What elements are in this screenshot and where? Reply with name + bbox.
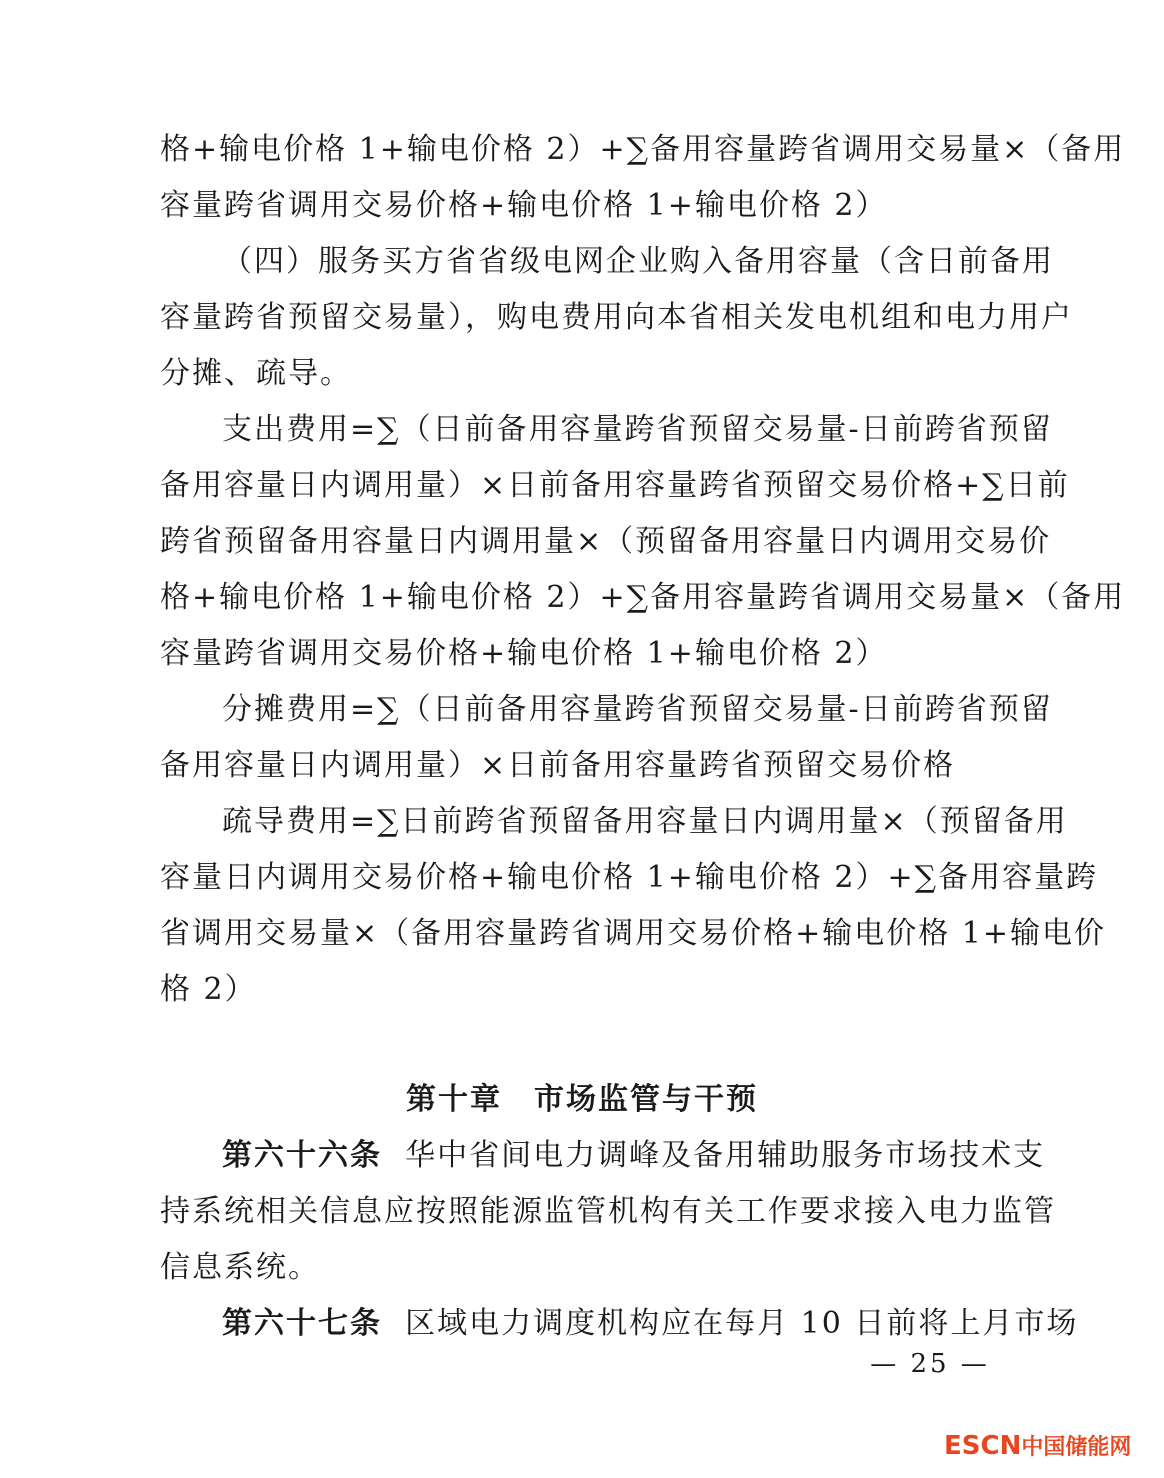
text-line: 容量日内调用交易价格+输电价格 1+输电价格 2）+∑备用容量跨: [160, 860, 1099, 895]
text-line: 格+输电价格 1+输电价格 2）+∑备用容量跨省调用交易量×（备用: [160, 132, 1126, 167]
text-line: 容量跨省调用交易价格+输电价格 1+输电价格 2）: [160, 188, 888, 223]
article-66-line2: 持系统相关信息应按照能源监管机构有关工作要求接入电力监管: [160, 1194, 1056, 1229]
text-line: 备用容量日内调用量）×日前备用容量跨省预留交易价格+∑日前: [160, 468, 1070, 503]
escn-watermark-logo: [944, 1428, 1156, 1464]
text-line: 格+输电价格 1+输电价格 2）+∑备用容量跨省调用交易量×（备用: [160, 580, 1126, 615]
text-line: 分摊、疏导。: [160, 356, 352, 391]
text-line: 省调用交易量×（备用容量跨省调用交易价格+输电价格 1+输电价: [160, 916, 1107, 951]
text-line: 容量跨省预留交易量），购电费用向本省相关发电机组和电力用户: [160, 300, 1073, 335]
text-line: 跨省预留备用容量日内调用量×（预留备用容量日内调用交易价: [160, 524, 1052, 559]
watermark-name: 中国储能网: [1021, 1435, 1132, 1460]
text-line: 支出费用=∑（日前备用容量跨省预留交易量-日前跨省预留: [222, 412, 1053, 447]
article-67-line1: [222, 1304, 1079, 1344]
article-66-label: 第六十六条: [222, 1138, 382, 1173]
article-66-text: 华中省间电力调峰及备用辅助服务市场技术支: [405, 1138, 1046, 1173]
chapter-heading: 第十章 市场监管与干预: [406, 1082, 758, 1117]
article-66-line3: 信息系统。: [160, 1250, 320, 1285]
text-line: 容量跨省调用交易价格+输电价格 1+输电价格 2）: [160, 636, 888, 671]
page-number: — 25 —: [870, 1349, 990, 1379]
text-line: 备用容量日内调用量）×日前备用容量跨省预留交易价格: [160, 748, 956, 783]
watermark-brand: ESCN: [944, 1431, 1022, 1461]
text-line: 分摊费用=∑（日前备用容量跨省预留交易量-日前跨省预留: [222, 692, 1053, 727]
article-67-text: 区域电力调度机构应在每月 10 日前将上月市场: [405, 1306, 1079, 1341]
text-line: 格 2）: [160, 972, 257, 1007]
text-line: （四）服务买方省省级电网企业购入备用容量（含日前备用: [222, 244, 1054, 279]
article-67-label: 第六十七条: [222, 1306, 382, 1341]
text-line: 疏导费用=∑日前跨省预留备用容量日内调用量×（预留备用: [222, 804, 1068, 839]
article-66-line1: [222, 1136, 1046, 1176]
